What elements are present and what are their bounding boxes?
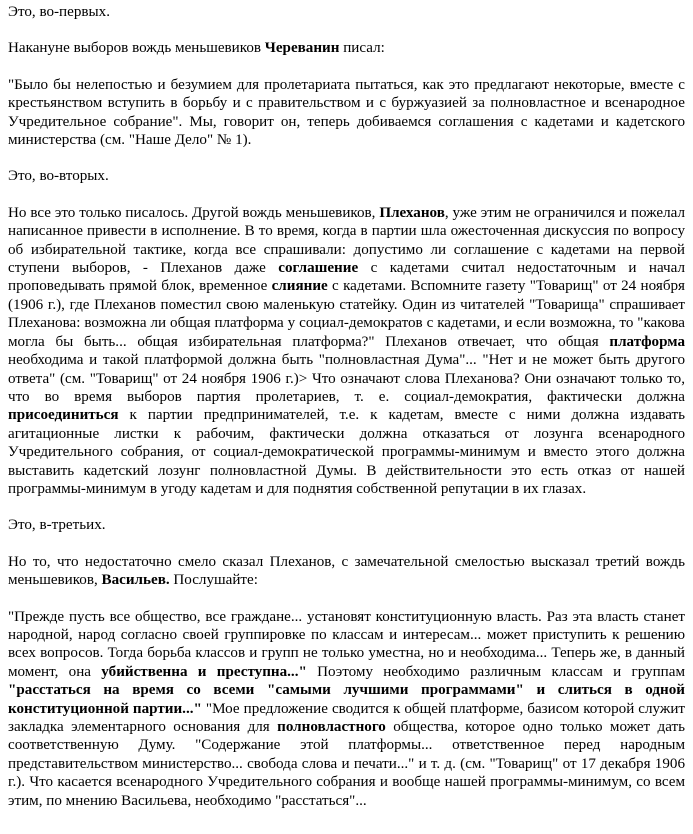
bold-text: Череванин [264,40,340,57]
text-run: Накануне выборов вождь меньшевиков [8,40,265,57]
bold-text: присоединиться [8,407,119,424]
paragraph [8,516,685,534]
paragraph [8,553,685,590]
text-run: "Прежде пусть все общество, все граждане... установят конституционную власть. Раз эта власть станет народной, народ согласно своей группировке по классам и интересам... может приступить к решению всех вопросов. Тогда борьба классов и групп не только уместна, но и необходима... Теперь же, в данный момент, она [8,608,685,680]
text-run: Это, в-третьих. [8,517,106,534]
paragraph [8,39,685,57]
text-run: Это, во-первых. [8,4,110,20]
text-run: Поэтому необходимо различным классам и группам [306,663,686,680]
paragraph [8,204,685,499]
bold-text: полновластного [277,719,386,735]
text-run: "Было бы нелепостью и безумием для пролетариата пытаться, как это предлагают некоторые, вместе с крестьянством вступить в борьбу и с правительством и с буржуазией за полновластное и всенародное Учредительное собрание". Мы, говорит он, теперь добиваемся соглашения с кадетами и кадетского министерства (см. "Наше Дело" № 1). [8,76,685,149]
document-body [0,3,693,810]
paragraph [8,3,685,21]
text-run: необходима и такой платформой должна быть "полновластная Дума"... "Нет и не может быть другого ответа" (см. "Товарищ" от 24 ноября 1906 г.)> Что означают слова Плеханова? Они означают только то, что во время выборов партия пролетариев, т. е. социал-демократия, фактически должна [8,352,685,405]
text-run: Послушайте: [169,572,258,589]
bold-text: слияние [271,278,328,295]
bold-text: Плеханов [379,204,445,221]
bold-text: соглашение [278,260,359,277]
bold-text: убийственна и преступна..." [101,663,307,680]
text-run: Это, во-вторых. [8,168,109,185]
paragraph [8,167,685,185]
paragraph [8,76,685,150]
bold-text: платформа [609,333,685,350]
paragraph [8,608,685,810]
text-run: с кадетами считал недостаточным и начал проповедывать прямой блок, временное [8,260,685,295]
text-run: , уже этим не ограничился и пожелал написанное привести в исполнение. В то время, когда в партии шла ожесточенная дискуссия по вопросу об избирательной тактике, когда все спрашивали: допустимо ли соглашение с кадетами на первой ступени выборов, - Плеханов даже [8,204,685,277]
bold-text: Васильев. [101,572,170,589]
bold-text: "расстаться на время со всеми "самыми лучшими программами" и слиться в одной конституционной партии..." [8,682,685,717]
text-run: Но то, что недостаточно смело сказал Плеханов, с замечательной смелостью высказал третий вождь меньшевиков, [8,553,685,589]
text-run: с кадетами. Вспомните газету "Товарищ" от 24 ноября (1906 г.), где Плеханов поместил свою маленькую статейку. Один из читателей "Товарища" спрашивает Плеханова: возможна ли общая платформа у социал-демократов с кадетами, и если возможна, то "какова могла бы быть... общая избирательная платформа?" Плеханов отвечает, что общая [8,278,685,350]
text-run: Но все это только писалось. Другой вождь меньшевиков, [8,204,380,221]
text-run: общества, которое одно только может дать соответственную Думу. "Содержание этой платформы... ответственное перед народным представительством министерство... свобода слова и печати..." и т. д. (см. "Товарищ" от 17 декабря 1906 г.). Что касается всенародного Учредительного собрания и вообще нашей программы-минимум, со всем этим, по мнению Васильева, необходимо "расстаться"... [8,719,685,809]
text-run: к партии предпринимателей, т.е. к кадетам, вместе с ними должна издавать агитационные листки к рабочим, фактически должна отказаться от лозунга всенародного Учредительного собрания, от социал-демократической программы-минимум и вместо этого должна выставить кадетский лозунг полновластной Думы. В действительности это есть отказ от нашей программы-минимум в угоду кадетам и для поднятия собственной репутации в их глазах. [8,407,685,497]
text-run: писал: [339,40,385,57]
text-run: "Мое предложение сводится к общей платформе, базисом которой служит закладка элементарного основания для [8,700,685,735]
